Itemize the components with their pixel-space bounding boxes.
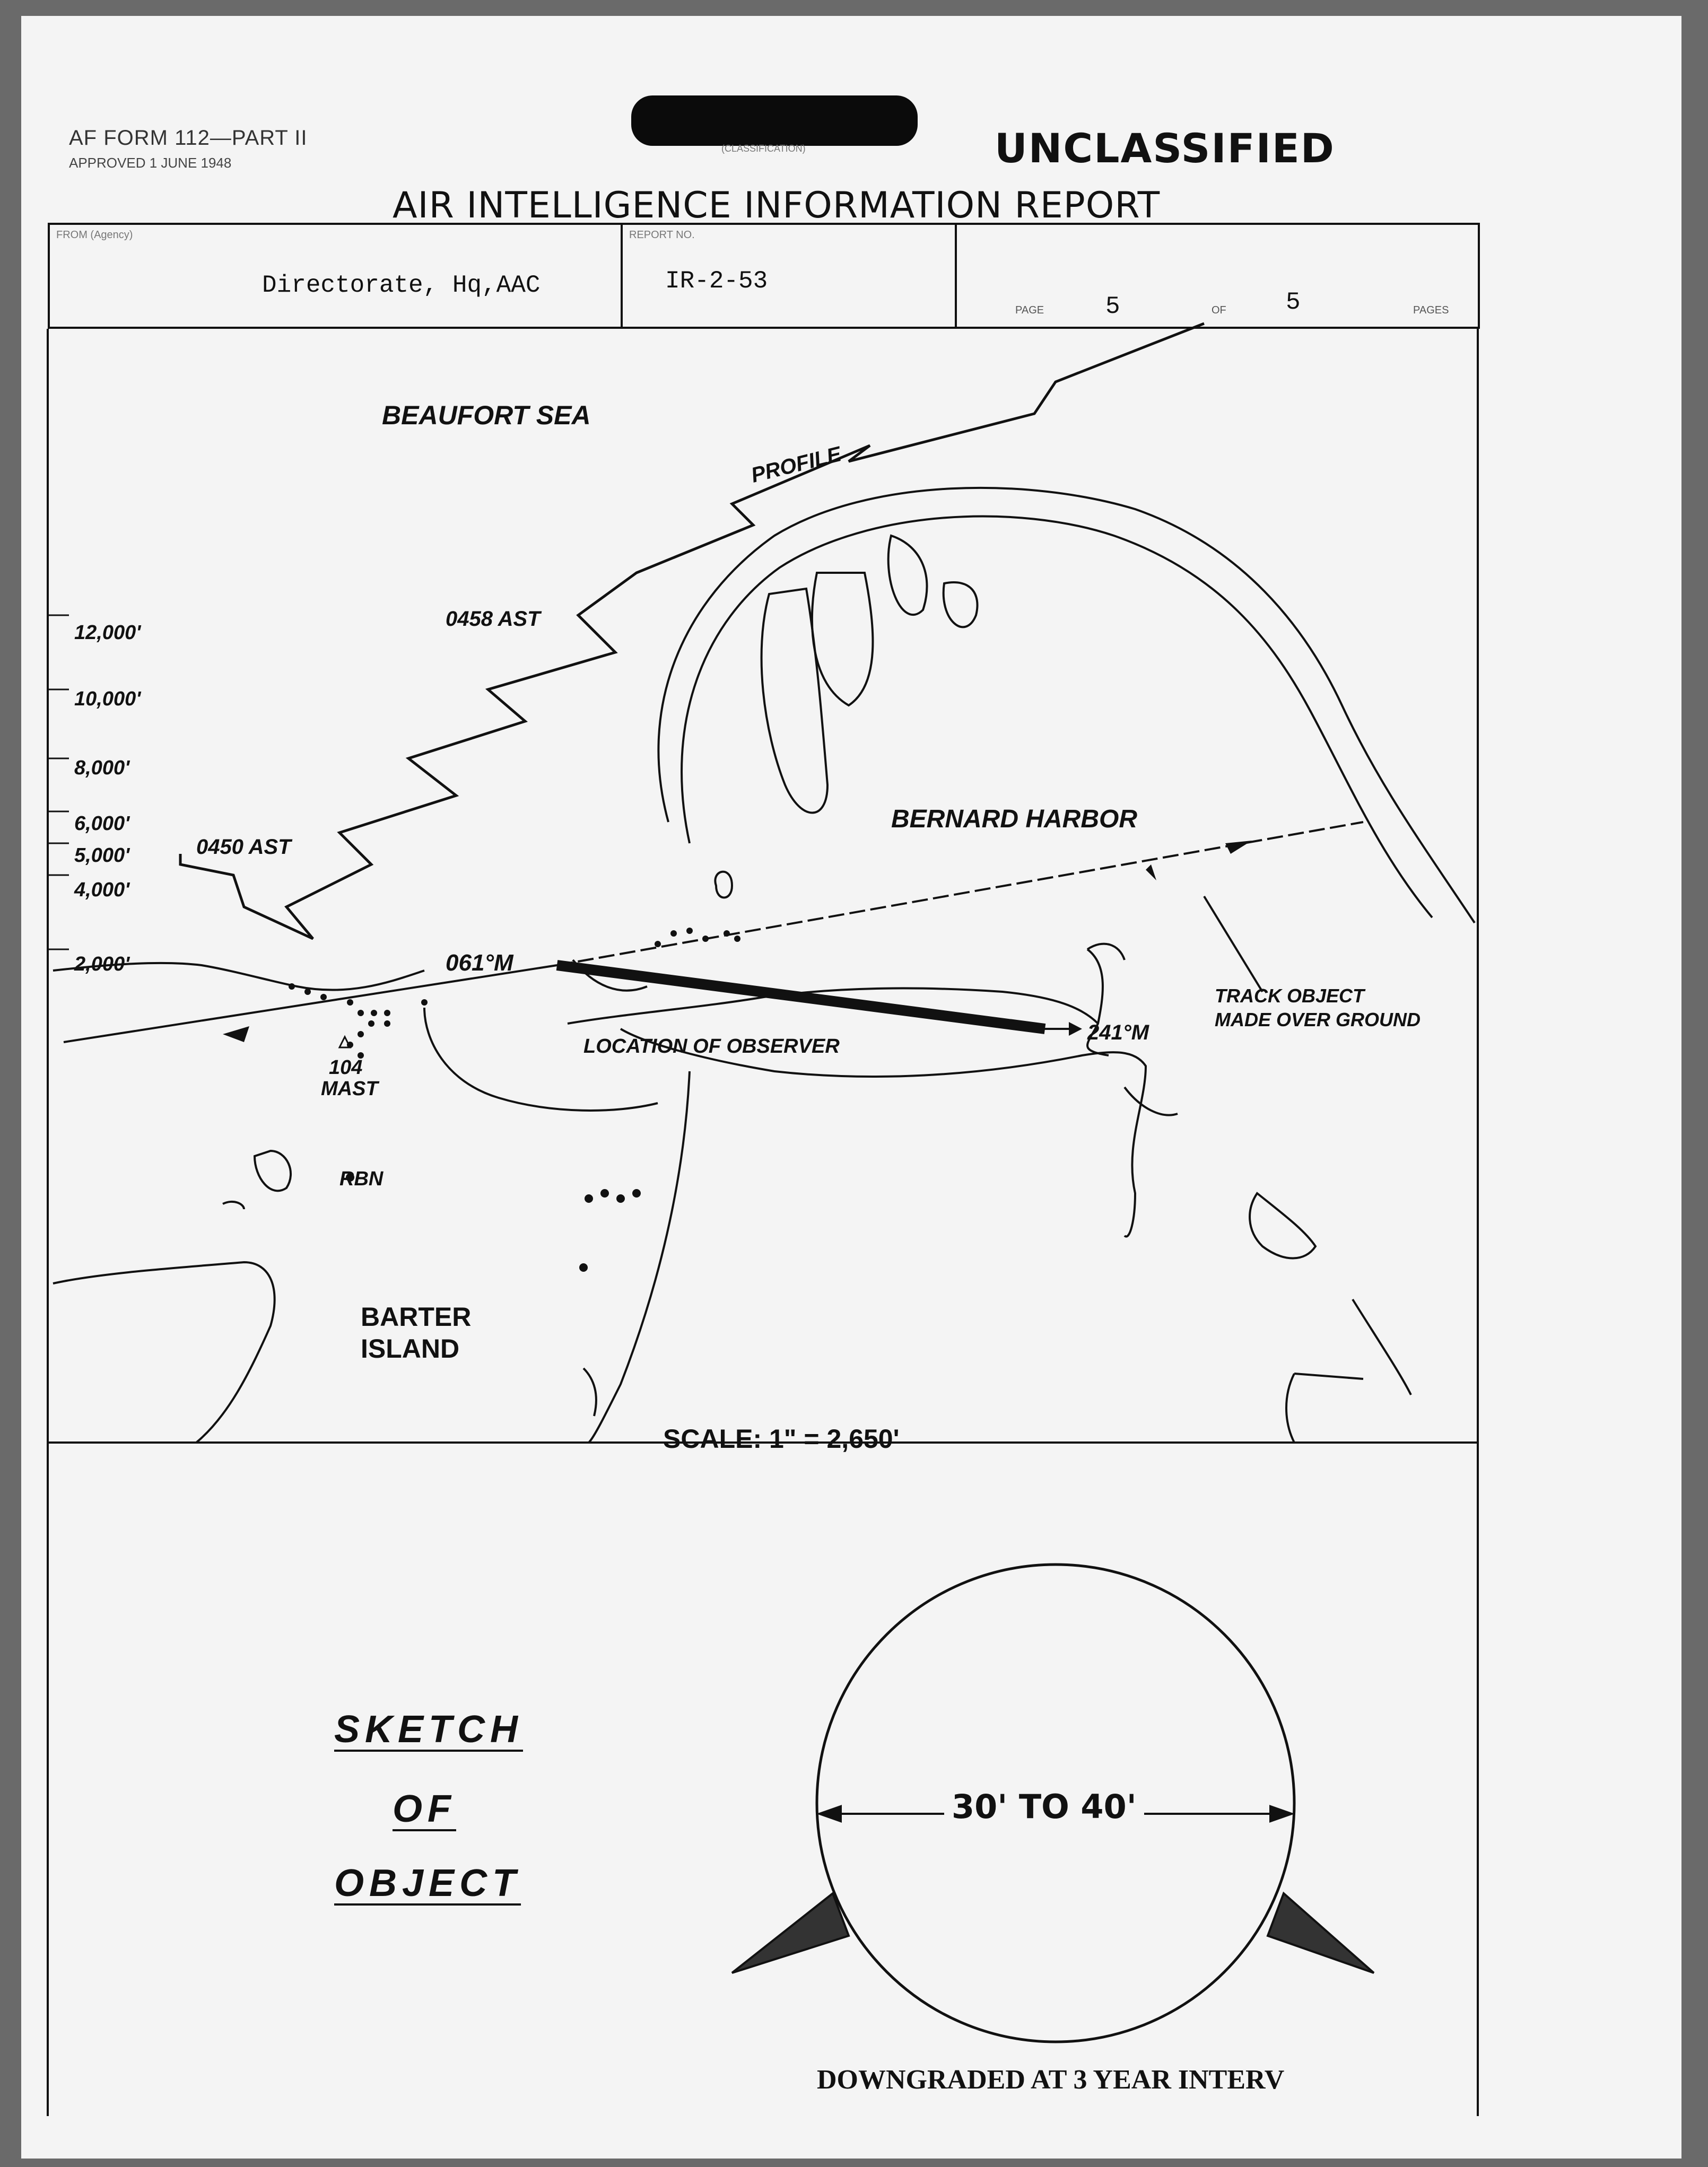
approved-date: APPROVED 1 JUNE 1948 <box>69 155 232 171</box>
profile-line <box>180 324 1204 939</box>
object-fin-left <box>732 1893 849 1973</box>
label-time-0450: 0450 AST <box>196 835 291 859</box>
map-frame <box>48 329 1478 2116</box>
alt-2000: 2,000' <box>74 953 130 975</box>
report-title: AIR INTELLIGENCE INFORMATION REPORT <box>393 185 1161 226</box>
downgraded-stamp: DOWNGRADED AT 3 YEAR INTERV <box>817 2065 1285 2095</box>
of-label: OF <box>1212 304 1226 316</box>
object-diameter-label: 30' TO 40' <box>944 1787 1144 1826</box>
altitude-scale <box>48 615 69 949</box>
label-time-0458: 0458 AST <box>446 607 541 631</box>
label-rbn: RBN <box>339 1168 384 1190</box>
alt-8000: 8,000' <box>74 757 130 779</box>
pages-label: PAGES <box>1413 304 1449 316</box>
coastlines <box>53 488 1475 1443</box>
report-no-value: IR-2-53 <box>665 267 768 295</box>
alt-5000: 5,000' <box>74 844 130 867</box>
map-sketch <box>21 16 1681 2159</box>
label-location-observer: LOCATION OF OBSERVER <box>583 1035 840 1058</box>
report-no-label: REPORT NO. <box>629 229 695 241</box>
report-sheet <box>21 16 1681 2159</box>
sketch-title-line3: OBJECT <box>334 1862 521 1904</box>
label-barter: BARTER <box>361 1302 472 1332</box>
from-label: FROM (Agency) <box>56 229 133 241</box>
form-id: AF FORM 112—PART II <box>69 126 308 150</box>
label-track-line1: TRACK OBJECT <box>1215 985 1365 1007</box>
label-scale: SCALE: 1" = 2,650' <box>663 1424 900 1454</box>
alt-4000: 4,000' <box>74 879 130 901</box>
page-label: PAGE <box>1015 304 1044 316</box>
alt-6000: 6,000' <box>74 812 130 835</box>
label-heading-241: 241°M <box>1087 1021 1149 1044</box>
page-value: 5 <box>1105 293 1120 320</box>
classification-label: (CLASSIFICATION) <box>721 143 806 154</box>
alt-12000: 12,000' <box>74 622 141 644</box>
sketch-title-line2: OF <box>393 1788 456 1830</box>
alt-10000: 10,000' <box>74 688 141 710</box>
label-mast: MAST <box>321 1078 378 1100</box>
object-fin-right <box>1268 1893 1374 1973</box>
label-island: ISLAND <box>361 1334 460 1364</box>
classification-stamp: UNCLASSIFIED <box>995 125 1335 172</box>
observer-track <box>557 965 1045 1029</box>
label-mast-height: 104 <box>329 1056 363 1079</box>
sketch-title-line1: SKETCH <box>334 1708 524 1751</box>
from-value: Directorate, Hq,AAC <box>262 272 541 299</box>
label-profile: PROFILE <box>748 442 844 487</box>
label-heading-061: 061°M <box>446 950 513 976</box>
of-value: 5 <box>1286 289 1301 316</box>
label-track-line2: MADE OVER GROUND <box>1215 1009 1421 1030</box>
label-bernard-harbor: BERNARD HARBOR <box>891 805 1137 833</box>
label-beaufort-sea: BEAUFORT SEA <box>382 400 591 430</box>
